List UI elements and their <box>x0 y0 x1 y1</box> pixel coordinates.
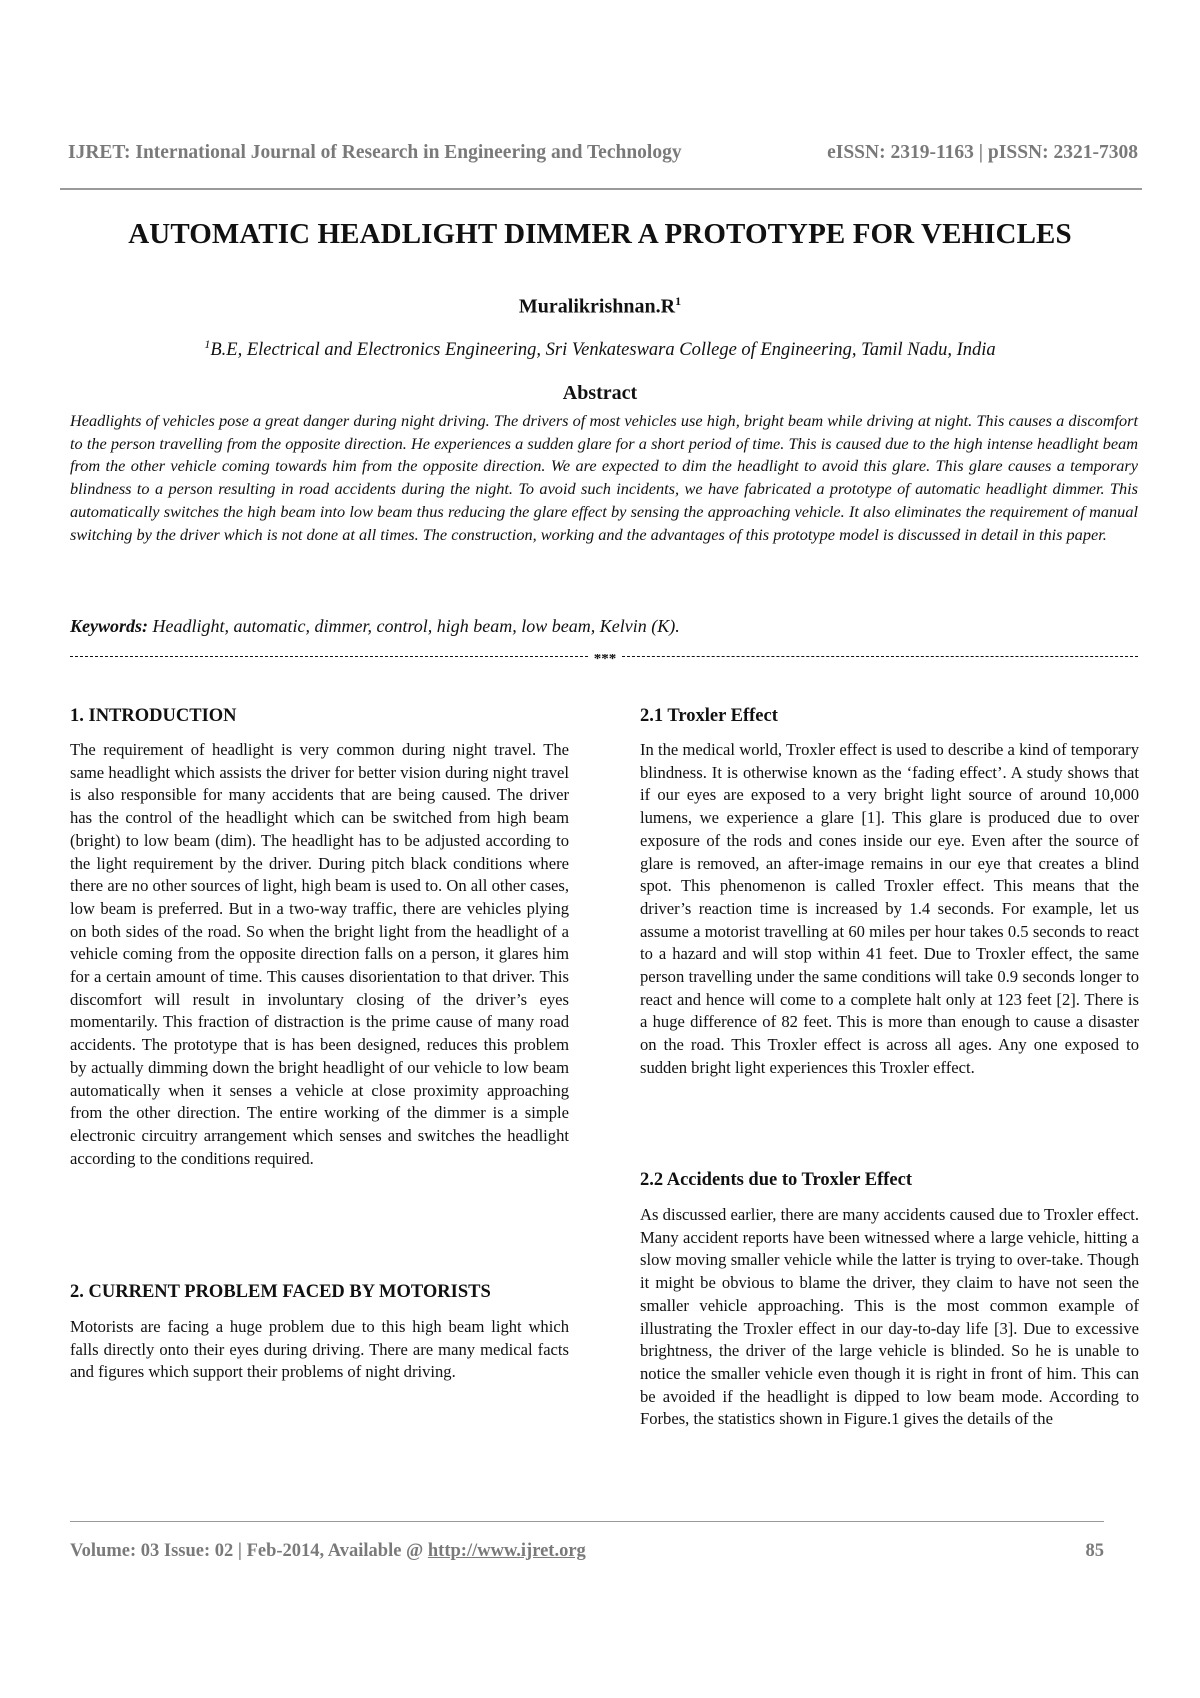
footer-volume <box>70 1541 586 1562</box>
divider-dashes-right <box>622 656 1138 657</box>
troxler-effect-paragraph: In the medical world, Troxler effect is used to describe a kind of temporary blindness. It is otherwise known as the ‘fading effect’. A study shows that if our eyes are exposed to a very bright light source of around 10,000 lumens, we experience a glare [1]. This glare is produced due to over exposure of the rods and cones inside our eye. Even after the source of glare is removed, an after-image remains in our eye that creates a blind spot. This phenomenon is called Troxler effect. This means that the driver’s reaction time is increased by 1.4 seconds. For example, let us assume a motorist travelling at 60 miles per hour takes 0.5 seconds to react to a hazard and will stop within 41 feet. Due to Troxler effect, the same person travelling under the same conditions will take 0.9 seconds longer to react and hence will come to a complete halt only at 123 feet [2]. There is a huge difference of 82 feet. This is more than enough to cause a disaster on the road. This Troxler effect is across all ages. Any one exposed to sudden bright light experiences this Troxler effect. <box>640 740 1139 1077</box>
journal-website-link[interactable]: http://www.ijret.org <box>427 1541 586 1561</box>
abstract-heading: Abstract <box>562 382 638 404</box>
section-divider <box>70 654 1138 670</box>
section-heading-troxler-effect: 2.1 Troxler Effect <box>640 706 778 726</box>
journal-header <box>68 142 1138 170</box>
footer-rule <box>70 1521 1104 1522</box>
keywords-text: Headlight, automatic, dimmer, control, high beam, low beam, Kelvin (K). <box>152 616 680 636</box>
introduction-text <box>70 739 569 1170</box>
accidents-paragraph: As discussed earlier, there are many accidents caused due to Troxler effect. Many accident reports have been witnessed where a large vehicle, hitting a slow moving smaller vehicle while the latter is trying to over-take. Though it might be obvious to blame the driver, they claim to have not seen the smaller vehicle approaching. This is the most common example of illustrating the Troxler effect in our day-to-day life [3]. Due to excessive brightness, the driver of the large vehicle is blinded. So he is unable to notice the smaller vehicle even though it is right in front of him. This can be avoided if the headlight is dipped to low beam mode. According to Forbes, the statistics shown in Figure.1 gives the details of the <box>640 1205 1139 1429</box>
affiliation <box>0 337 1200 361</box>
divider-stars: *** <box>593 654 617 667</box>
section-heading-current-problem: 2. CURRENT PROBLEM FACED BY MOTORISTS <box>70 1282 491 1302</box>
author-name: Muralikrishnan.R <box>518 295 676 318</box>
affiliation-superscript: 1 <box>204 337 211 351</box>
current-problem-text <box>70 1316 569 1384</box>
header-rule <box>60 188 1142 190</box>
keywords <box>70 616 1138 637</box>
paper-title: AUTOMATIC HEADLIGHT DIMMER A PROTOTYPE FOR VEHICLES <box>128 218 1072 250</box>
footer-volume-text: Volume: 03 Issue: 02 | Feb-2014, Available @ <box>70 1541 428 1561</box>
section-heading-accidents: 2.2 Accidents due to Troxler Effect <box>640 1170 912 1190</box>
journal-name: IJRET: International Journal of Research in Engineering and Technology <box>68 142 682 163</box>
abstract-body: Headlights of vehicles pose a great danger during night driving. The drivers of most vehicles use high, bright beam while driving at night. This causes a discomfort to the person travelling from the opposite direction. He experiences a sudden glare for a short period of time. This is caused due to the high intense headlight beam from the other vehicle coming towards him from the opposite direction. We are expected to dim the headlight to avoid this glare. This glare causes a temporary blindness to a person resulting in road accidents during the night. To avoid such incidents, we have fabricated a prototype of automatic headlight dimmer. This automatically switches the high beam into low beam thus reducing the glare effect by sensing the approaching vehicle. It also eliminates the requirement of manual switching by the driver which is not done at all times. The construction, working and the advantages of this prototype model is discussed in detail in this paper. <box>70 411 1138 544</box>
page-number: 85 <box>1085 1541 1104 1561</box>
affiliation-text: B.E, Electrical and Electronics Engineering, Sri Venkateswara College of Engineering, Tamil Nadu, India <box>210 340 996 361</box>
page-footer <box>70 1541 1104 1567</box>
author <box>0 294 1200 319</box>
journal-issn: eISSN: 2319-1163 | pISSN: 2321-7308 <box>827 142 1138 163</box>
divider-dashes-left <box>70 656 588 657</box>
current-problem-paragraph: Motorists are facing a huge problem due to this high beam light which falls directly onto their eyes during driving. There are many medical facts and figures which support their problems of night driving. <box>70 1317 569 1382</box>
accidents-text <box>640 1204 1139 1431</box>
introduction-paragraph: The requirement of headlight is very common during night travel. The same headlight which assists the driver for better vision during night travel is also responsible for many accidents that are being caused. The driver has the control of the headlight which can be switched from high beam (bright) to low beam (dim). The headlight has to be adjusted according to the light requirement by the driver. During pitch black conditions where there are no other sources of light, high beam is used to. On all other cases, low beam is preferred. But in a two-way traffic, there are vehicles plying on both sides of the road. So when the bright light from the headlight of a vehicle coming from the opposite direction falls on a person, it glares him for a certain amount of time. This causes disorientation to that driver. This discomfort will result in involuntary closing of the driver’s eyes momentarily. This fraction of distraction is the prime cause of many road accidents. The prototype that is has been designed, reduces this problem by actually dimming down the bright headlight of our vehicle to low beam automatically when it senses a vehicle at close proximity approaching from the other direction. The entire working of the dimmer is a simple electronic circuitry arrangement which senses and switches the headlight according to the conditions required. <box>70 740 569 1168</box>
troxler-effect-text <box>640 739 1139 1080</box>
section-heading-introduction: 1. INTRODUCTION <box>70 706 237 726</box>
keywords-label: Keywords: <box>70 616 148 636</box>
author-superscript: 1 <box>675 294 682 308</box>
